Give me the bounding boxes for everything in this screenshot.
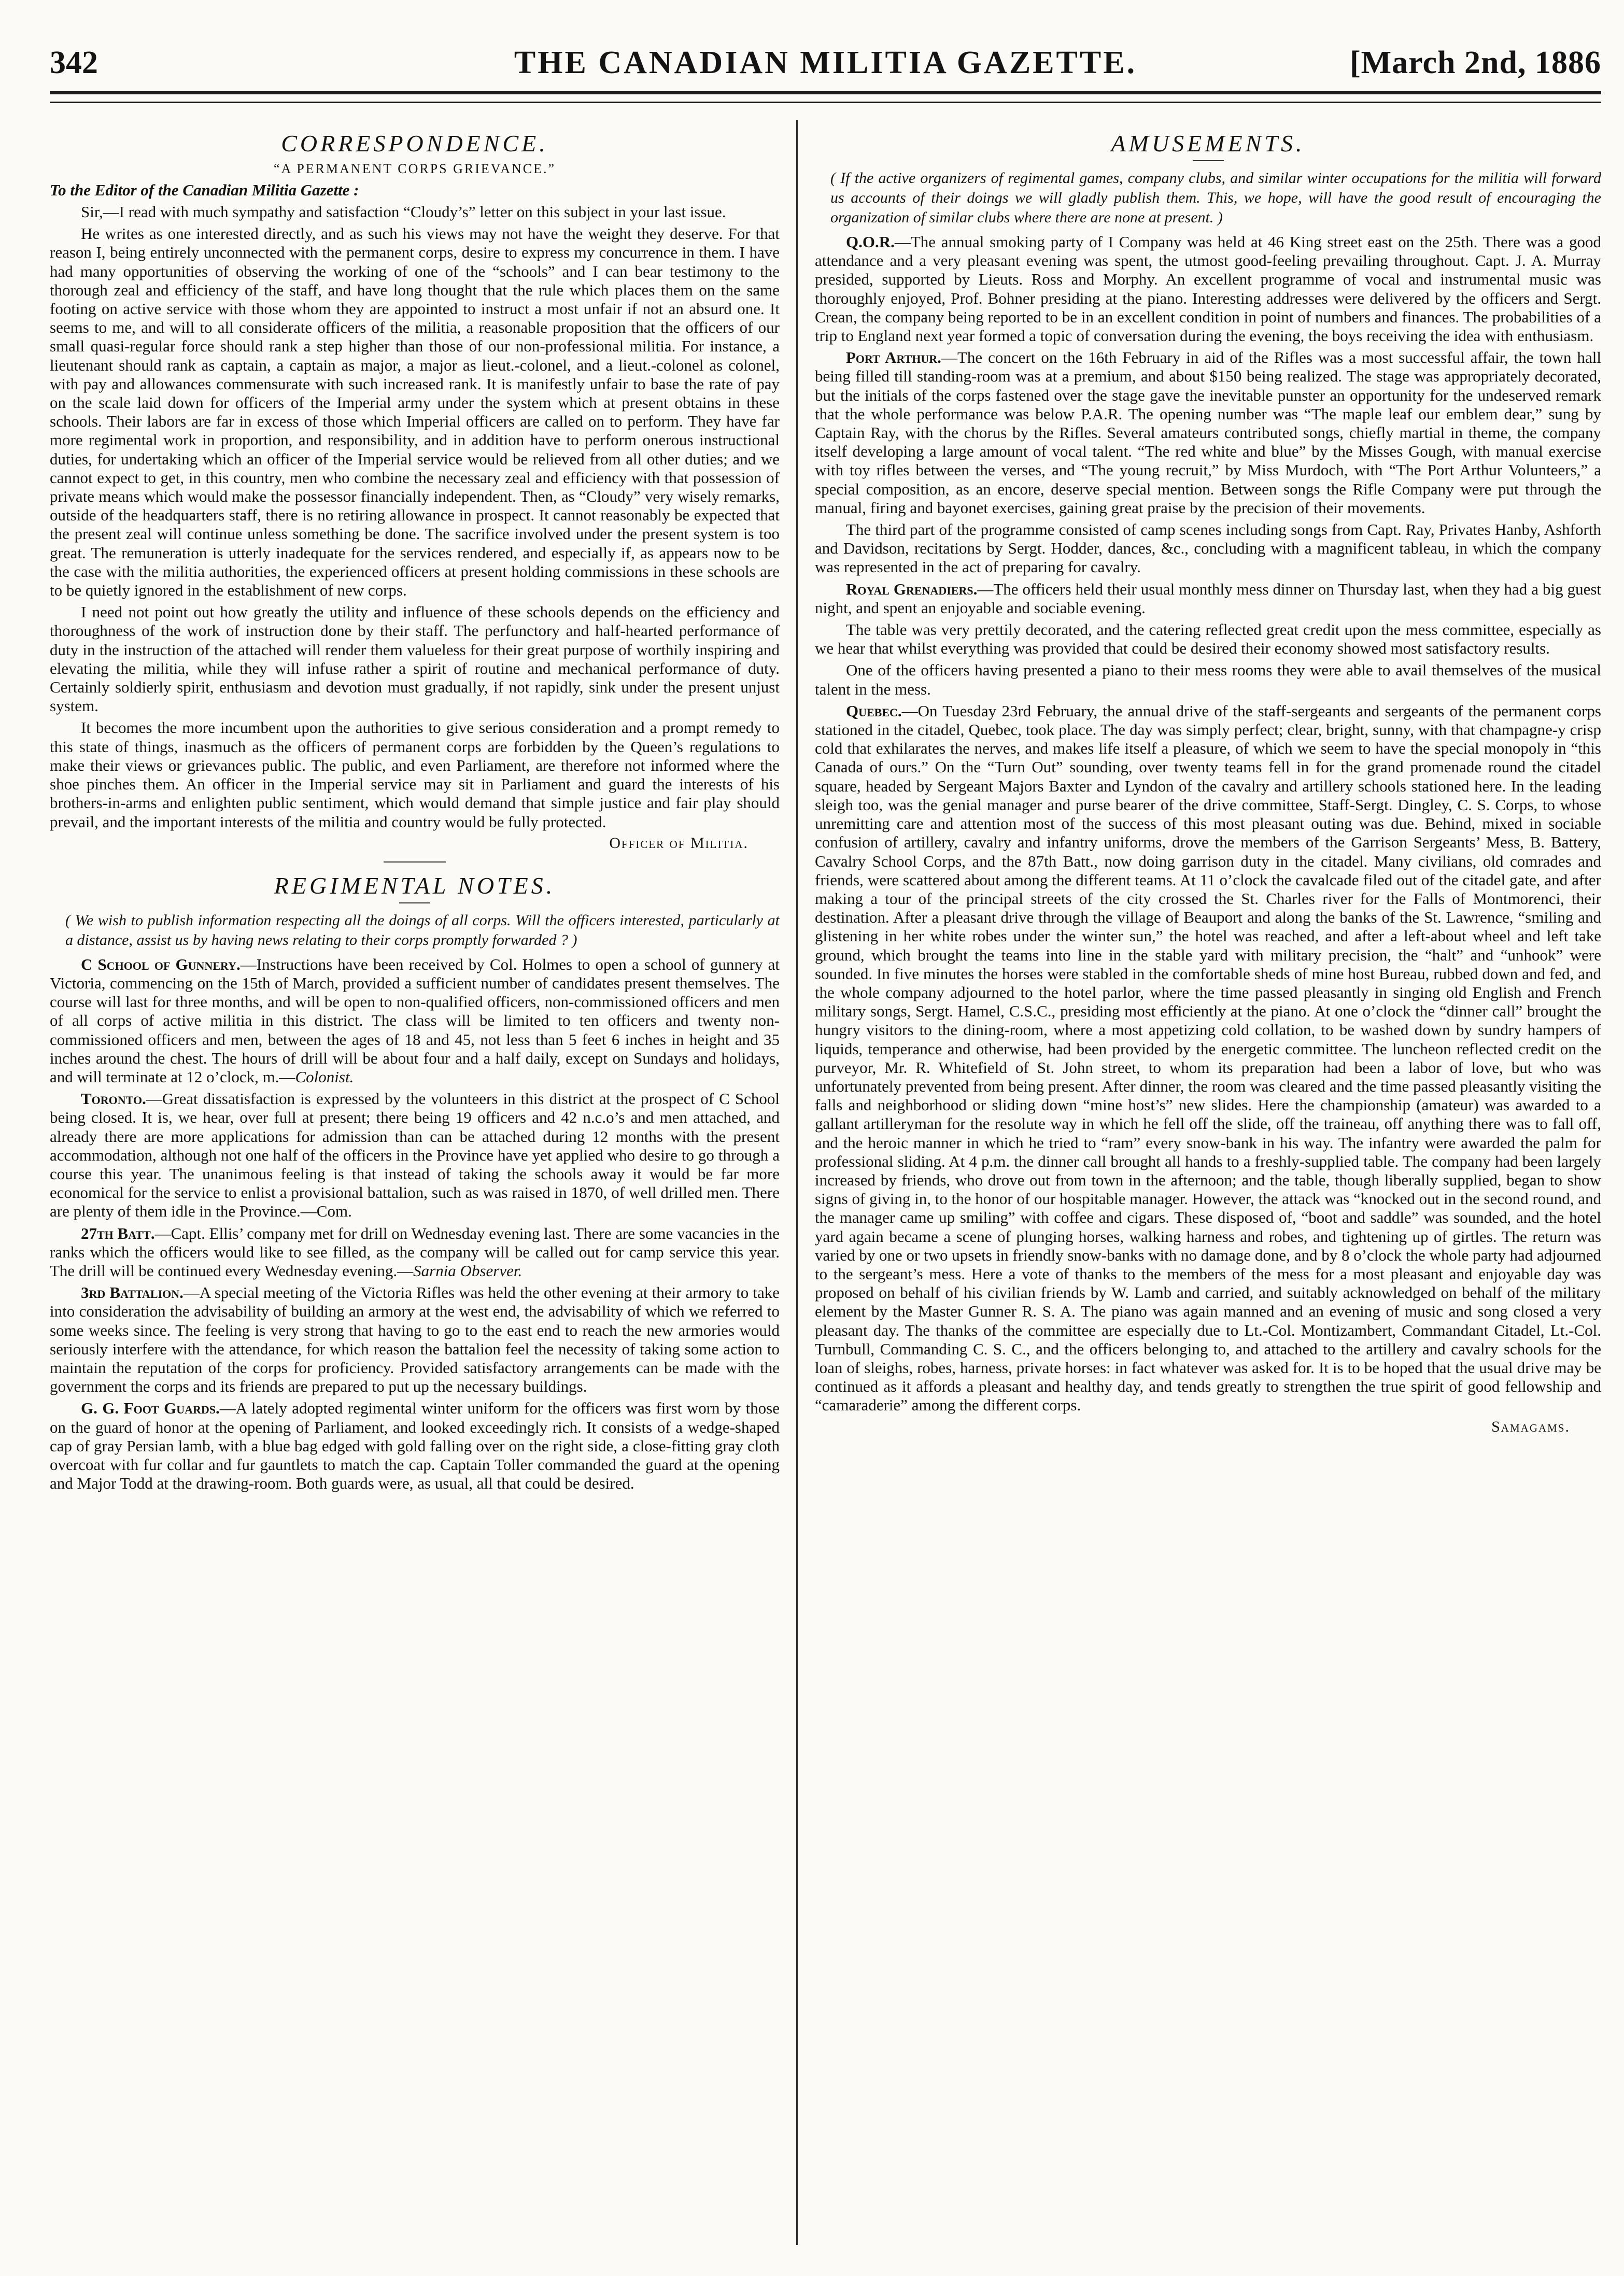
letter-paragraph: He writes as one interested directly, and as such his views may not have the weight they deserve. For that reason I, being entirely unconnected with the permanent corps, desire to express my concurrence in them. I have had many opportunities of observing the working of one of the “schools” and I can bear testimony to the thorough zeal and efficiency of the staff, and have long thought that the rule which places them on the same footing on active service with those whom they are appointed to instruct a most unfair if not an absurd one. It seems to me, and will to all considerate officers of the militia, a reasonable proposition that the officers of our small quasi-regular force should rank a step higher than those of our non-professional militia. For instance, a lieutenant should rank as captain, a captain as major, a major as lieut.-colonel, and a lieut.-colonel as colonel, with pay and allowances commensurate with such increased rank. It is manifestly unfair to base the rate of pay on the scale laid down for officers of the Imperial army under the system which at present obtains in these schools. Their labors are far in excess of those which Imperial officers are called on to perform. They have far more regimental work in proportion, and responsibility, and in addition have to perform onerous instructional duties, for undertaking which an officer of the Imperial service would be relieved from all other duties; and we cannot expect to get, in this country, men who combine the necessary zeal and efficiency with that possession of private means which would make the possessor financially independent. Then, as “Cloudy” very wisely remarks, outside of the headquarters staff, there is no retiring allowance in prospect. It cannot reasonably be expected that the present zeal will continue unless something be done. The sacrifice involved under the present system is too great. The remuneration is utterly inadequate for the services rendered, and especially if, as appears now to be the case with the militia authorities, the experienced officers at present holding commissions in these schools are to be quietly ignored in the establishment of new corps. xyxy=(50,224,780,600)
news-item-source: Colonist. xyxy=(295,1067,354,1086)
news-item-lead: Q.O.R. xyxy=(846,233,895,251)
news-item-source: Sarnia Observer. xyxy=(413,1261,522,1280)
section-separator xyxy=(384,861,446,863)
heading-dash xyxy=(399,902,430,903)
amusements-signature: Samagams. xyxy=(1491,1418,1570,1435)
news-item-lead: 3rd Battalion. xyxy=(81,1283,183,1302)
news-item xyxy=(815,661,1601,698)
news-item xyxy=(815,620,1601,658)
news-item-text: The third part of the programme consisted of camp scenes including songs from Capt. Ray, Privates Hanby, Ashforth and Davidson, recitations by Sergt. Hodder, dances, &c., concluding with a magnificent tableau, in which the company was represented in the act of preparing for cavalry. xyxy=(815,520,1601,576)
regimental-notes-list xyxy=(50,955,780,1493)
news-item-lead: Royal Grenadiers. xyxy=(846,579,978,598)
news-item-text: One of the officers having presented a piano to their mess rooms they were able to avail themselves of the musical talent in the mess. xyxy=(815,661,1601,698)
heading-dash xyxy=(1193,160,1224,161)
news-item-lead: 27th Batt. xyxy=(81,1224,155,1242)
news-item xyxy=(815,348,1601,517)
news-item-text: —The concert on the 16th February in aid of the Rifles was a most successful affair, the town hall being filled till standing-room was at a premium, and about $150 being realized. The stage was appropriately decorated, but the initials of the corps fastened over the stage gave the inevitable punster an opportunity for the undeserved remark that the whole performance was below P.A.R. The opening number was “The maple leaf our emblem dear,” sung by Captain Ray, with the chorus by the Rifles. Several amateurs contributed songs, chiefly martial in theme, the company itself developing a large amount of vocal talent. “The red white and blue” by the Misses Gough, with manual exercise with toy rifles between the verses, and “The young recruit,” by Miss Murdoch, with “The Port Arthur Volunteers,” a special composition, as an encore, deserve special mention. Between songs the Rifle Company were put through the manual, firing and bayonet exercises, gaining great praise by the precision of their movements. xyxy=(815,348,1601,517)
news-item xyxy=(50,955,780,1086)
right-column xyxy=(815,120,1601,2255)
news-item-text: —Great dissatisfaction is expressed by the volunteers in this district at the prospect of C School being closed. It is, we hear, over full at present; there being 19 officers and 42 n.c.o’s and men attached, and already there are more applications for admission than can be attached during 12 months with the present accommodation, although not one half of the officers in the Province have yet applied who desire to go through a course this year. The unanimous feeling is that instead of taking the schools away it would be far more economical for the service to enlist a provisional battalion, such as was raised in 1870, of well drilled men. There are plenty of them idle in the Province.—Com. xyxy=(50,1090,780,1221)
masthead xyxy=(50,45,1601,86)
regimental-editor-note: ( We wish to publish information respecting all the doings of all corps. Will the officers interested, particularly at a distance, assist us by having news relating to their corps promptly forwarded ? ) xyxy=(65,911,780,949)
news-item-lead: C School of Gunnery. xyxy=(81,955,241,973)
news-item-lead: G. G. Foot Guards. xyxy=(81,1399,220,1418)
news-item-text: —A lately adopted regimental winter uniform for the officers was first worn by those on the guard of honor at the opening of Parliament, and looked exceedingly rich. It consists of a wedge-shaped cap of gray Persian lamb, with a blue bag edged with gold falling over on the right side, a close-fitting gray cloth overcoat with fur collar and fur gauntlets to match the cap. Captain Toller commanded the guard at the opening and Major Todd at the drawing-room. Both guards were, as usual, all that could be desired. xyxy=(50,1399,780,1493)
news-item xyxy=(50,1283,780,1396)
news-item-text: —A special meeting of the Victoria Rifles was held the other evening at their armory to take into consideration the advisability of building an armory at the west end, the advisability of which we referred to some weeks since. The feeling is very strong that having to go to the east end to reach the new armories would seriously interfere with the attendance, for which reason the battalion feel the necessity of taking some action to maintain the reputation of the corps for proficiency. Provided satisfactory arrangements can be made with the government the corps and its friends are prepared to put up the necessary buildings. xyxy=(50,1283,780,1396)
amusements-list xyxy=(815,233,1601,1415)
news-item xyxy=(815,520,1601,577)
newspaper-title: THE CANADIAN MILITIA GAZETTE. xyxy=(514,45,1137,80)
news-item-text: —Instructions have been received by Col. Holmes to open a school of gunnery at Victoria, commencing on the 15th of March, provided a sufficient number of candidates present themselves. The course will last for three months, and will be open to non-qualified officers, non-commissioned officers and men of all corps of active militia in this district. The class will be limited to ten officers and twenty non-commissioned officers and men, between the ages of 18 and 45, not less than 5 feet 6 inches in height and 35 inches around the chest. The hours of drill will be about four and a half daily, except on Sundays and holidays, and will terminate at 12 o’clock, m.— xyxy=(50,955,780,1086)
news-item xyxy=(50,1399,780,1493)
letter-paragraph: It becomes the more incumbent upon the authorities to give serious consideration and a prompt remedy to this state of things, inasmuch as the officers of permanent corps are forbidden by the Queen’s regulations to make their views or grievances public. The public, and even Parliament, are therefore not informed where the shoe pinches them. An officer in the Imperial service may sit in Parliament and guard the interests of his brothers-in-arms and enlighten public sentiment, which would demand that simple justice and fair play should prevail, and the important interests of the militia and country would be fully protected. xyxy=(50,718,780,831)
news-item-text: —The officers held their usual monthly mess dinner on Thursday last, when they had a big guest night, and spent an enjoyable and sociable evening. xyxy=(815,579,1601,617)
left-column xyxy=(50,120,780,2255)
amusements-editor-note: ( If the active organizers of regimental games, company clubs, and similar winter occupations for the militia will forward us accounts of their doings we will gladly publish them. This, we hope, will have the good result of encouraging the organization of similar clubs where there are none at present. ) xyxy=(830,169,1601,226)
regimental-notes-heading: REGIMENTAL NOTES. xyxy=(274,872,556,899)
page-number: 342 xyxy=(50,45,98,80)
news-item-lead: Toronto. xyxy=(81,1090,146,1108)
news-item-text: —The annual smoking party of I Company was held at 46 King street east on the 25th. There was a good attendance and a very pleasant evening was spent, the utmost good-feeling prevailing throughout. Capt. J. A. Murray presided, supported by Lieuts. Ross and Morphy. An excellent programme of vocal and instrumental music was thoroughly enjoyed, Prof. Bohner presiding at the piano. Interesting addresses were delivered by the officers and Sergt. Crean, the company being reported to be in an excellent condition in point of numbers and finances. The probabilities of a trip to England next year formed a topic of conversation during the evening, the boys receiving the idea with enthusiasm. xyxy=(815,233,1601,345)
letter-signature: Officer of Militia. xyxy=(609,834,749,852)
news-item-text: The table was very prettily decorated, and the catering reflected great credit upon the mess committee, especially as we hear that whilst everything was provided that could be desired their economy showed most satisfactory results. xyxy=(815,620,1601,658)
letter-paragraph: Sir,—I read with much sympathy and satisfaction “Cloudy’s” letter on this subject in your last issue. xyxy=(81,203,726,221)
news-item xyxy=(50,1090,780,1221)
news-item xyxy=(815,233,1601,345)
news-item-text: —Capt. Ellis’ company met for drill on Wednesday evening last. There are some vacancies in the ranks which the officers would like to see filled, as the company will be called out for camp service this year. The drill will be continued every Wednesday evening.— xyxy=(50,1224,780,1280)
letter-salutation: To the Editor of the Canadian Militia Gazette : xyxy=(50,181,359,199)
news-item xyxy=(815,580,1601,617)
column-divider xyxy=(796,120,798,2245)
news-item-lead: Port Arthur. xyxy=(846,348,941,367)
letter-title: “A PERMANENT CORPS GRIEVANCE.” xyxy=(273,161,556,176)
issue-date: [March 2nd, 1886 xyxy=(1349,45,1601,80)
news-item xyxy=(815,702,1601,1415)
amusements-heading: AMUSEMENTS. xyxy=(1111,130,1305,157)
masthead-rule xyxy=(50,91,1601,103)
news-item-text: —On Tuesday 23rd February, the annual drive of the staff-sergeants and sergeants of the permanent corps stationed in the citadel, Quebec, took place. The day was simply perfect; clear, bright, sunny, with that champagne-y crisp cold that exhilarates the nerves, and makes life itself a pleasure, of which we seem to have the special monopoly in “this Canada of ours.” On the “Turn Out” sounding, over twenty teams fell in for the grand promenade round the citadel square, headed by Sergeant Majors Baxter and Lyndon of the cavalry and artillery schools stationed here. In the leading sleigh too, was the genial manager and purse bearer of the drive committee, Staff-Sergt. Dingley, C. S. Corps, to whose unremitting care and attention most of the success of this most pleasant outing was due. Behind, mixed in sociable confusion of artillery, cavalry and infantry uniforms, drove the members of the Garrison Sergeants’ Mess, B. Battery, Cavalry School Corps, and the 87th Batt., now doing garrison duty in the citadel. Many civilians, old comrades and friends, were scattered about among the different teams. At 11 o’clock the cavalcade filed out of the citadel gate, and after making a tour of the principal streets of the city crossed the St. Charles river for the Falls of Montmorenci, their destination. After a pleasant drive through the village of Beauport and along the banks of the St. Lawrence, “smiling and glistening in her white robes under the winter sun,” the hotel was reached, and after a left-about wheel and left take ground, which brought the teams into line in the stable yard with military precision, the “halt” and “unhook” were sounded. In five minutes the horses were stabled in the comfortable sheds of mine host Bureau, rubbed down and fed, and the whole company adjourned to the hotel parlor, where the time passed pleasantly in singing old English and French military songs, Sergt. Hamel, C.S.C., presiding most efficiently at the piano. At one o’clock the “dinner call” brought the hungry visitors to the dining-room, where a most appetizing cold collation, to be washed down by sundry hampers of liquids, temperance and otherwise, had been provided by the energetic committee. The luncheon reflected credit on the purveyor, Mr. R. Whitefield of St. John street, to whom its preparation had been a labor of love, but who was unfortunately prevented from being present. After dinner, the room was cleared and the time passed pleasantly visiting the falls and neighborhood or sliding down “mine host’s” new slides. Here the championship (amateur) was awarded to a gallant artilleryman for the resolute way in which he fell off the slide, off the traineau, off anything there was to fall off, and the heroic manner in which he tried to “ram” every snow-bank in his way. The infantry were awarded the palm for professional sliding. At 4 p.m. the dinner call brought all hands to a freshly-supplied table. The company had been largely increased by friends, who drove out from town in the afternoon; and the table, though liberally supplied, began to show signs of giving in, to the honor of our hospitable manager. However, the attack was “knocked out in the second round, and the manager came up smiling” with coffee and cigars. These disposed of, “boot and saddle” was sounded, and the hotel yard again became a scene of plunging horses, walking harness and robes, and tightening up of girtles. The return was varied by one or two upsets in friendly snow-banks with no damage done, and by 8 o’clock the whole party had adjourned to the sergeant’s mess. Here a vote of thanks to the members of the mess for a most pleasant and enjoyable day was proposed on behalf of his civilian friends by W. Lamb and carried, and suitably acknowledged on behalf of the military element by the Master Gunner R. S. A. The piano was again manned and an evening of music and song closed a very pleasant day. The thanks of the committee are especially due to Lt.-Col. Montizambert, Commandant Citadel, Lt.-Col. Turnbull, Commanding C. S. C., and the officers belonging to, and attached to the artillery and cavalry schools for the loan of sleighs, robes, harness, private horses: in fact whatever was asked for. It is to be hoped that the usual drive may be continued as it affords a pleasant and healthy day, and tends greatly to strengthen the true spirit of good fellowship and “camaraderie” among the different corps. xyxy=(815,701,1601,1415)
news-item-lead: Quebec. xyxy=(846,701,902,720)
correspondence-heading: CORRESPONDENCE. xyxy=(281,130,548,157)
news-item xyxy=(50,1224,780,1281)
letter-paragraph: I need not point out how greatly the utility and influence of these schools depends on the efficiency and thoroughness of the work of instruction done by their staff. The perfunctory and half-hearted performance of duty in the instruction of the attached will render them valueless for their great purpose of worthily inspiring and elevating the militia, while they will infuse rather a spirit of routine and mechanical performance of duty. Certainly soldierly spirit, enthusiasm and devotion must gradually, if not rapidly, sink under the present unjust system. xyxy=(50,603,780,715)
